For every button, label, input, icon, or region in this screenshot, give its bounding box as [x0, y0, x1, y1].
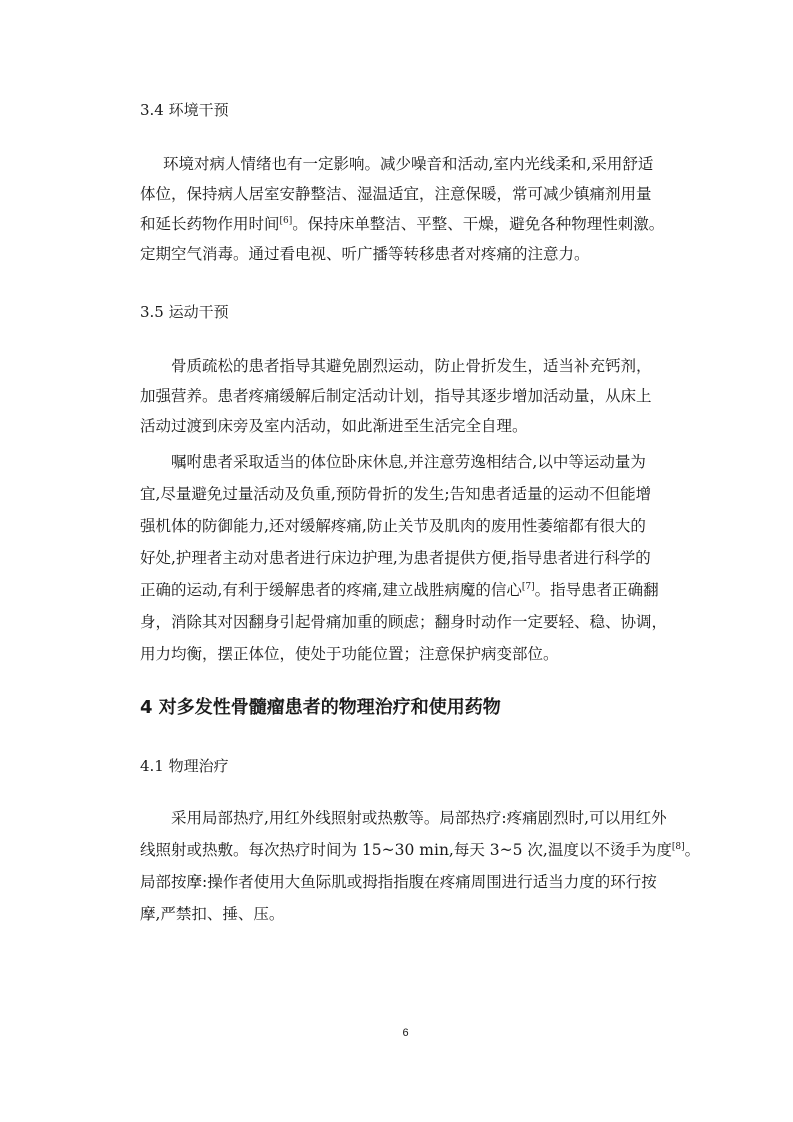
paragraph-line: 体位，保持病人居室安静整洁、湿温适宜，注意保暖，常可减少镇痛剂用量 — [140, 185, 652, 203]
section-title: 环境干预 — [168, 101, 229, 119]
paragraph-line: 摩,严禁扣、捶、压。 — [140, 905, 285, 923]
paragraph-line: 宜,尽量避免过量活动及负重,预防骨折的发生;告知患者适量的运动不但能增 — [140, 485, 652, 503]
paragraph-line: 定期空气消毒。通过看电视、听广播等转移患者对疼痛的注意力。 — [140, 245, 590, 263]
paragraph-line: 线照射或热敷。每次热疗时间为 15~30 min,每天 3~5 次,温度以不烫手为度[8]。 — [140, 841, 701, 859]
paragraph-line: 加强营养。患者疼痛缓解后制定活动计划，指导其逐步增加活动量，从床上 — [140, 387, 652, 405]
section-heading-4-1 — [140, 756, 229, 776]
paragraph-line: 强机体的防御能力,还对缓解疼痛,防止关节及肌肉的废用性萎缩都有很大的 — [140, 517, 646, 535]
paragraph-line: 和延长药物作用时间[6]。保持床单整洁、平整、干燥，避免各种物理性刺激。 — [140, 215, 665, 233]
paragraph-line: 正确的运动,有利于缓解患者的疼痛,建立战胜病魔的信心[7]。指导患者正确翻 — [140, 581, 659, 599]
section-number: 3.4 — [140, 101, 164, 119]
paragraph-line: 活动过渡到床旁及室内活动，如此渐进至生活完全自理。 — [140, 417, 528, 435]
chapter-heading-4: 4 对多发性骨髓瘤患者的物理治疗和使用药物 — [140, 697, 501, 718]
paragraph-line: 局部按摩:操作者使用大鱼际肌或拇指指腹在疼痛周围进行适当力度的环行按 — [140, 873, 657, 891]
paragraph-line: 好处,护理者主动对患者进行床边护理,为患者提供方便,指导患者进行科学的 — [140, 549, 651, 567]
section-heading-3-4 — [140, 100, 229, 120]
section-number: 4.1 — [140, 757, 164, 775]
citation-marker: [7] — [521, 582, 535, 592]
section-title: 物理治疗 — [168, 757, 229, 775]
paragraph-line: 嘱咐患者采取适当的体位卧床休息,并注意劳逸相结合,以中等运动量为 — [171, 453, 646, 471]
section-heading-3-5 — [140, 302, 229, 322]
citation-marker: [6] — [279, 216, 293, 226]
section-title: 运动干预 — [168, 303, 229, 321]
paragraph-line: 采用局部热疗,用红外线照射或热敷等。局部热疗:疼痛剧烈时,可以用红外 — [171, 809, 667, 827]
paragraph-line: 骨质疏松的患者指导其避免剧烈运动，防止骨折发生，适当补充钙剂， — [171, 357, 652, 375]
section-number: 3.5 — [140, 303, 164, 321]
paragraph-line: 用力均衡，摆正体位，使处于功能位置；注意保护病变部位。 — [140, 645, 559, 663]
paragraph-line: 环境对病人情绪也有一定影响。减少噪音和活动,室内光线柔和,采用舒适 — [163, 155, 654, 173]
page-number: 6 — [402, 1027, 409, 1039]
paragraph-line: 身，消除其对因翻身引起骨痛加重的顾虑；翻身时动作一定要轻、稳、协调， — [140, 613, 668, 631]
citation-marker: [8] — [671, 842, 685, 852]
